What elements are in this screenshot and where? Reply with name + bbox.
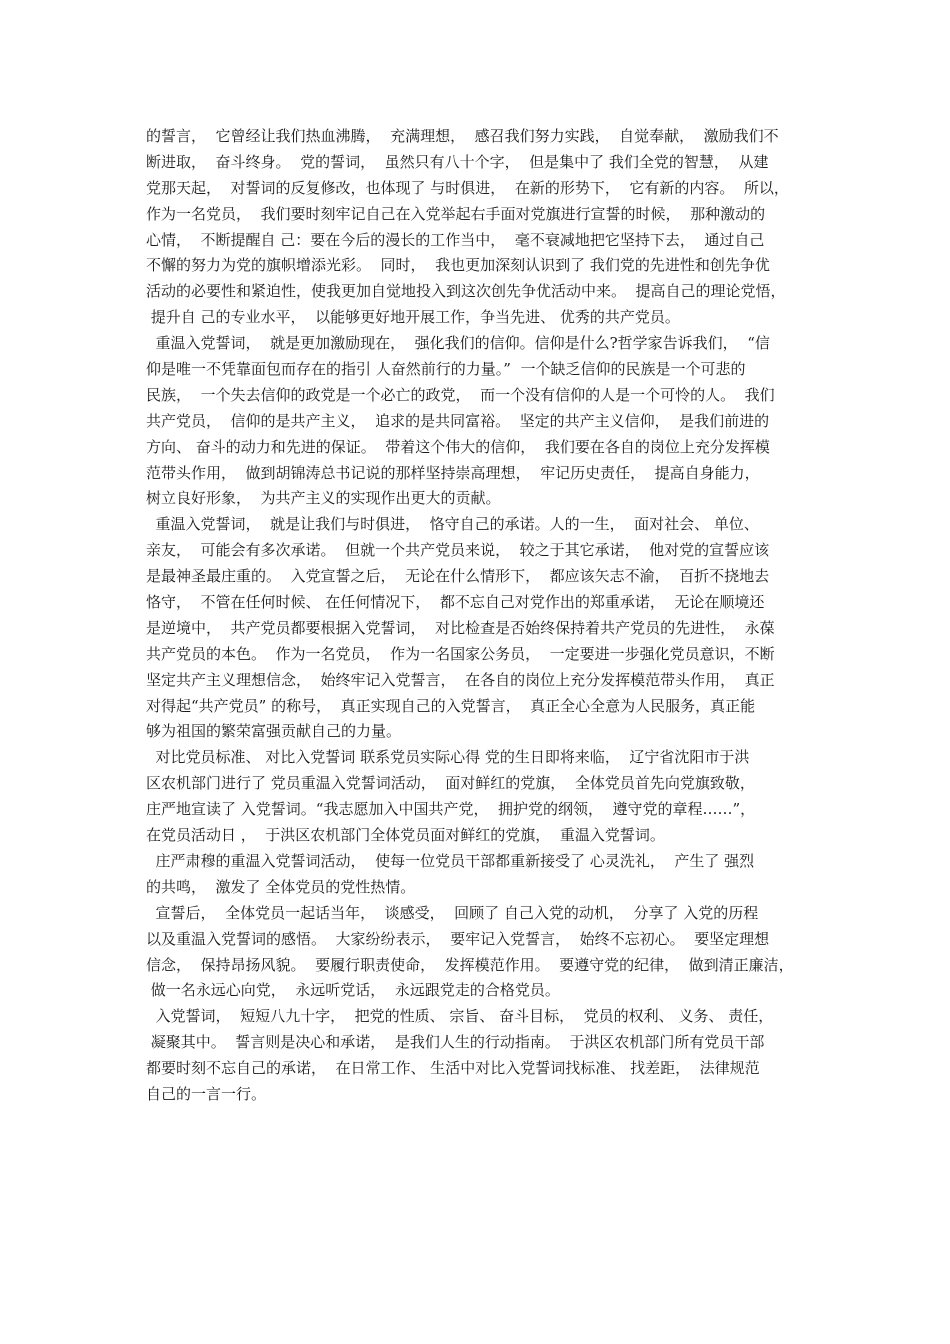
text-line: 的誓言， 它曾经让我们热血沸腾， 充满理想， 感召我们努力实践， 自觉奉献， 激励我们不 [146,127,779,145]
text-line: 重温入党誓词， 就是让我们与时俱进， 恪守自己的承诺。人的一生， 面对社会、 单位、 [146,515,759,534]
text-line: 对比党员标准、 对比入党誓词 联系党员实际心得 党的生日即将来临， 辽宁省沈阳市于洪 [146,748,750,767]
text-line: 信念， 保持昂扬风貌。 要履行职责使命， 发挥模范作用。 要遵守党的纪律， 做到清正廉洁， [146,955,794,974]
text-line: 重温入党誓词， 就是更加激励现在， 强化我们的信仰。信仰是什么?哲学家告诉我们， “信 [146,334,770,353]
text-line: 方向、 奋斗的动力和先进的保证。 带着这个伟大的信仰， 我们要在各自的岗位上充分发挥模 [146,437,770,456]
text-line: 党那天起， 对誓词的反复修改，也体现了 与时俱进， 在新的形势下， 它有新的内容。 所以， [146,178,789,197]
text-line: 庄严地宣读了 入党誓词。“我志愿加入中国共产党， 拥护党的纲领， 遵守党的章程……”， [146,800,756,819]
text-line: 活动的必要性和紧迫性，使我更加自觉地投入到这次创先争优活动中来。 提高自己的理论党悟， [146,282,786,301]
text-line: 的共鸣， 激发了 全体党员的党性热情。 [146,877,416,896]
text-line: 够为祖国的繁荣富强贡献自己的力量。 [146,722,402,741]
text-line: 仰是唯一不凭靠面包而存在的指引 人奋然前行的力量。” 一个缺乏信仰的民族是一个可悲的 [146,360,746,379]
text-line: 对得起“共产党员” 的称号， 真正实现自己的入党誓言， 真正全心全意为人民服务，真正能 [146,696,756,715]
text-line: 共产党员， 信仰的是共产主义， 追求的是共同富裕。 坚定的共产主义信仰， 是我们前进的 [146,411,770,430]
text-line: 亲友， 可能会有多次承诺。 但就一个共产党员来说， 较之于其它承诺， 他对党的宣誓应该 [146,541,770,560]
text-line: 坚定共产主义理想信念， 始终牢记入党誓言， 在各自的岗位上充分发挥模范带头作用， 真正 [146,670,775,689]
text-line: 作为一名党员， 我们要时刻牢记自己在入党举起右手面对党旗进行宣誓的时候， 那种激动的 [146,204,766,223]
text-line: 都要时刻不忘自己的承诺， 在日常工作、 生活中对比入党誓词找标准、 找差距， 法律规范 [146,1059,760,1078]
text-line: 共产党员的本色。 作为一名党员， 作为一名国家公务员， 一定要进一步强化党员意识，不断 [146,644,775,663]
text-line: 凝聚其中。 誓言则是决心和承诺， 是我们人生的行动指南。 于洪区农机部门所有党员干部 [146,1033,765,1052]
document-body [146,124,826,1108]
text-line: 是逆境中， 共产党员都要根据入党誓词， 对比检查是否始终保持着共产党员的先进性， 永葆 [146,618,775,637]
text-line: 提升自 己的专业水平， 以能够更好地开展工作，争当先进、 优秀的共产党员。 [146,308,680,327]
text-line: 以及重温入党誓词的感悟。 大家纷纷表示， 要牢记入党誓言， 始终不忘初心。 要坚定理想 [146,929,770,948]
text-line: 自己的一言一行。 [146,1084,267,1103]
text-line: 范带头作用， 做到胡锦涛总书记说的那样坚持崇高理想， 牢记历史责任， 提高自身能力， [146,463,760,482]
text-line: 民族， 一个失去信仰的政党是一个必亡的政党， 而一个没有信仰的人是一个可怜的人。 我们 [146,385,775,404]
text-line: 区农机部门进行了 党员重温入党誓词活动， 面对鲜红的党旗， 全体党员首先向党旗致敬， [146,774,755,793]
text-line: 不懈的努力为党的旗帜增添光彩。 同时， 我也更加深刻认识到了 我们党的先进性和创先争优 [146,256,770,275]
text-line: 入党誓词， 短短八九十字， 把党的性质、 宗旨、 奋斗目标， 党员的权利、 义务、 责任， [146,1007,774,1026]
text-line: 是最神圣最庄重的。 入党宣誓之后， 无论在什么情形下， 都应该矢志不渝， 百折不挠地去 [146,567,770,586]
text-line: 恪守， 不管在任何时候、 在任何情况下， 都不忘自己对党作出的郑重承诺， 无论在顺境还 [146,593,765,612]
text-line: 断进取， 奋斗终身。 党的誓词， 虽然只有八十个字， 但是集中了 我们全党的智慧， 从建 [146,152,769,171]
text-line: 在党员活动日 ， 于洪区农机部门全体党员面对鲜红的党旗， 重温入党誓词。 [146,826,665,845]
text-line: 树立良好形象， 为共产主义的实现作出更大的贡献。 [146,489,501,508]
text-line: 做一名永远心向党， 永远听党话， 永远跟党走的合格党员。 [146,981,560,1000]
text-line: 庄严肃穆的重温入党誓词活动， 使每一位党员干部都重新接受了 心灵洗礼， 产生了 强烈 [146,851,755,870]
text-line: 心情， 不断提醒自 己：要在今后的漫长的工作当中， 毫不衰减地把它坚持下去， 通过自己 [146,230,765,249]
text-line: 宣誓后， 全体党员一起话当年， 谈感受， 回顾了 自己入党的动机， 分享了 入党的历程 [146,903,759,922]
